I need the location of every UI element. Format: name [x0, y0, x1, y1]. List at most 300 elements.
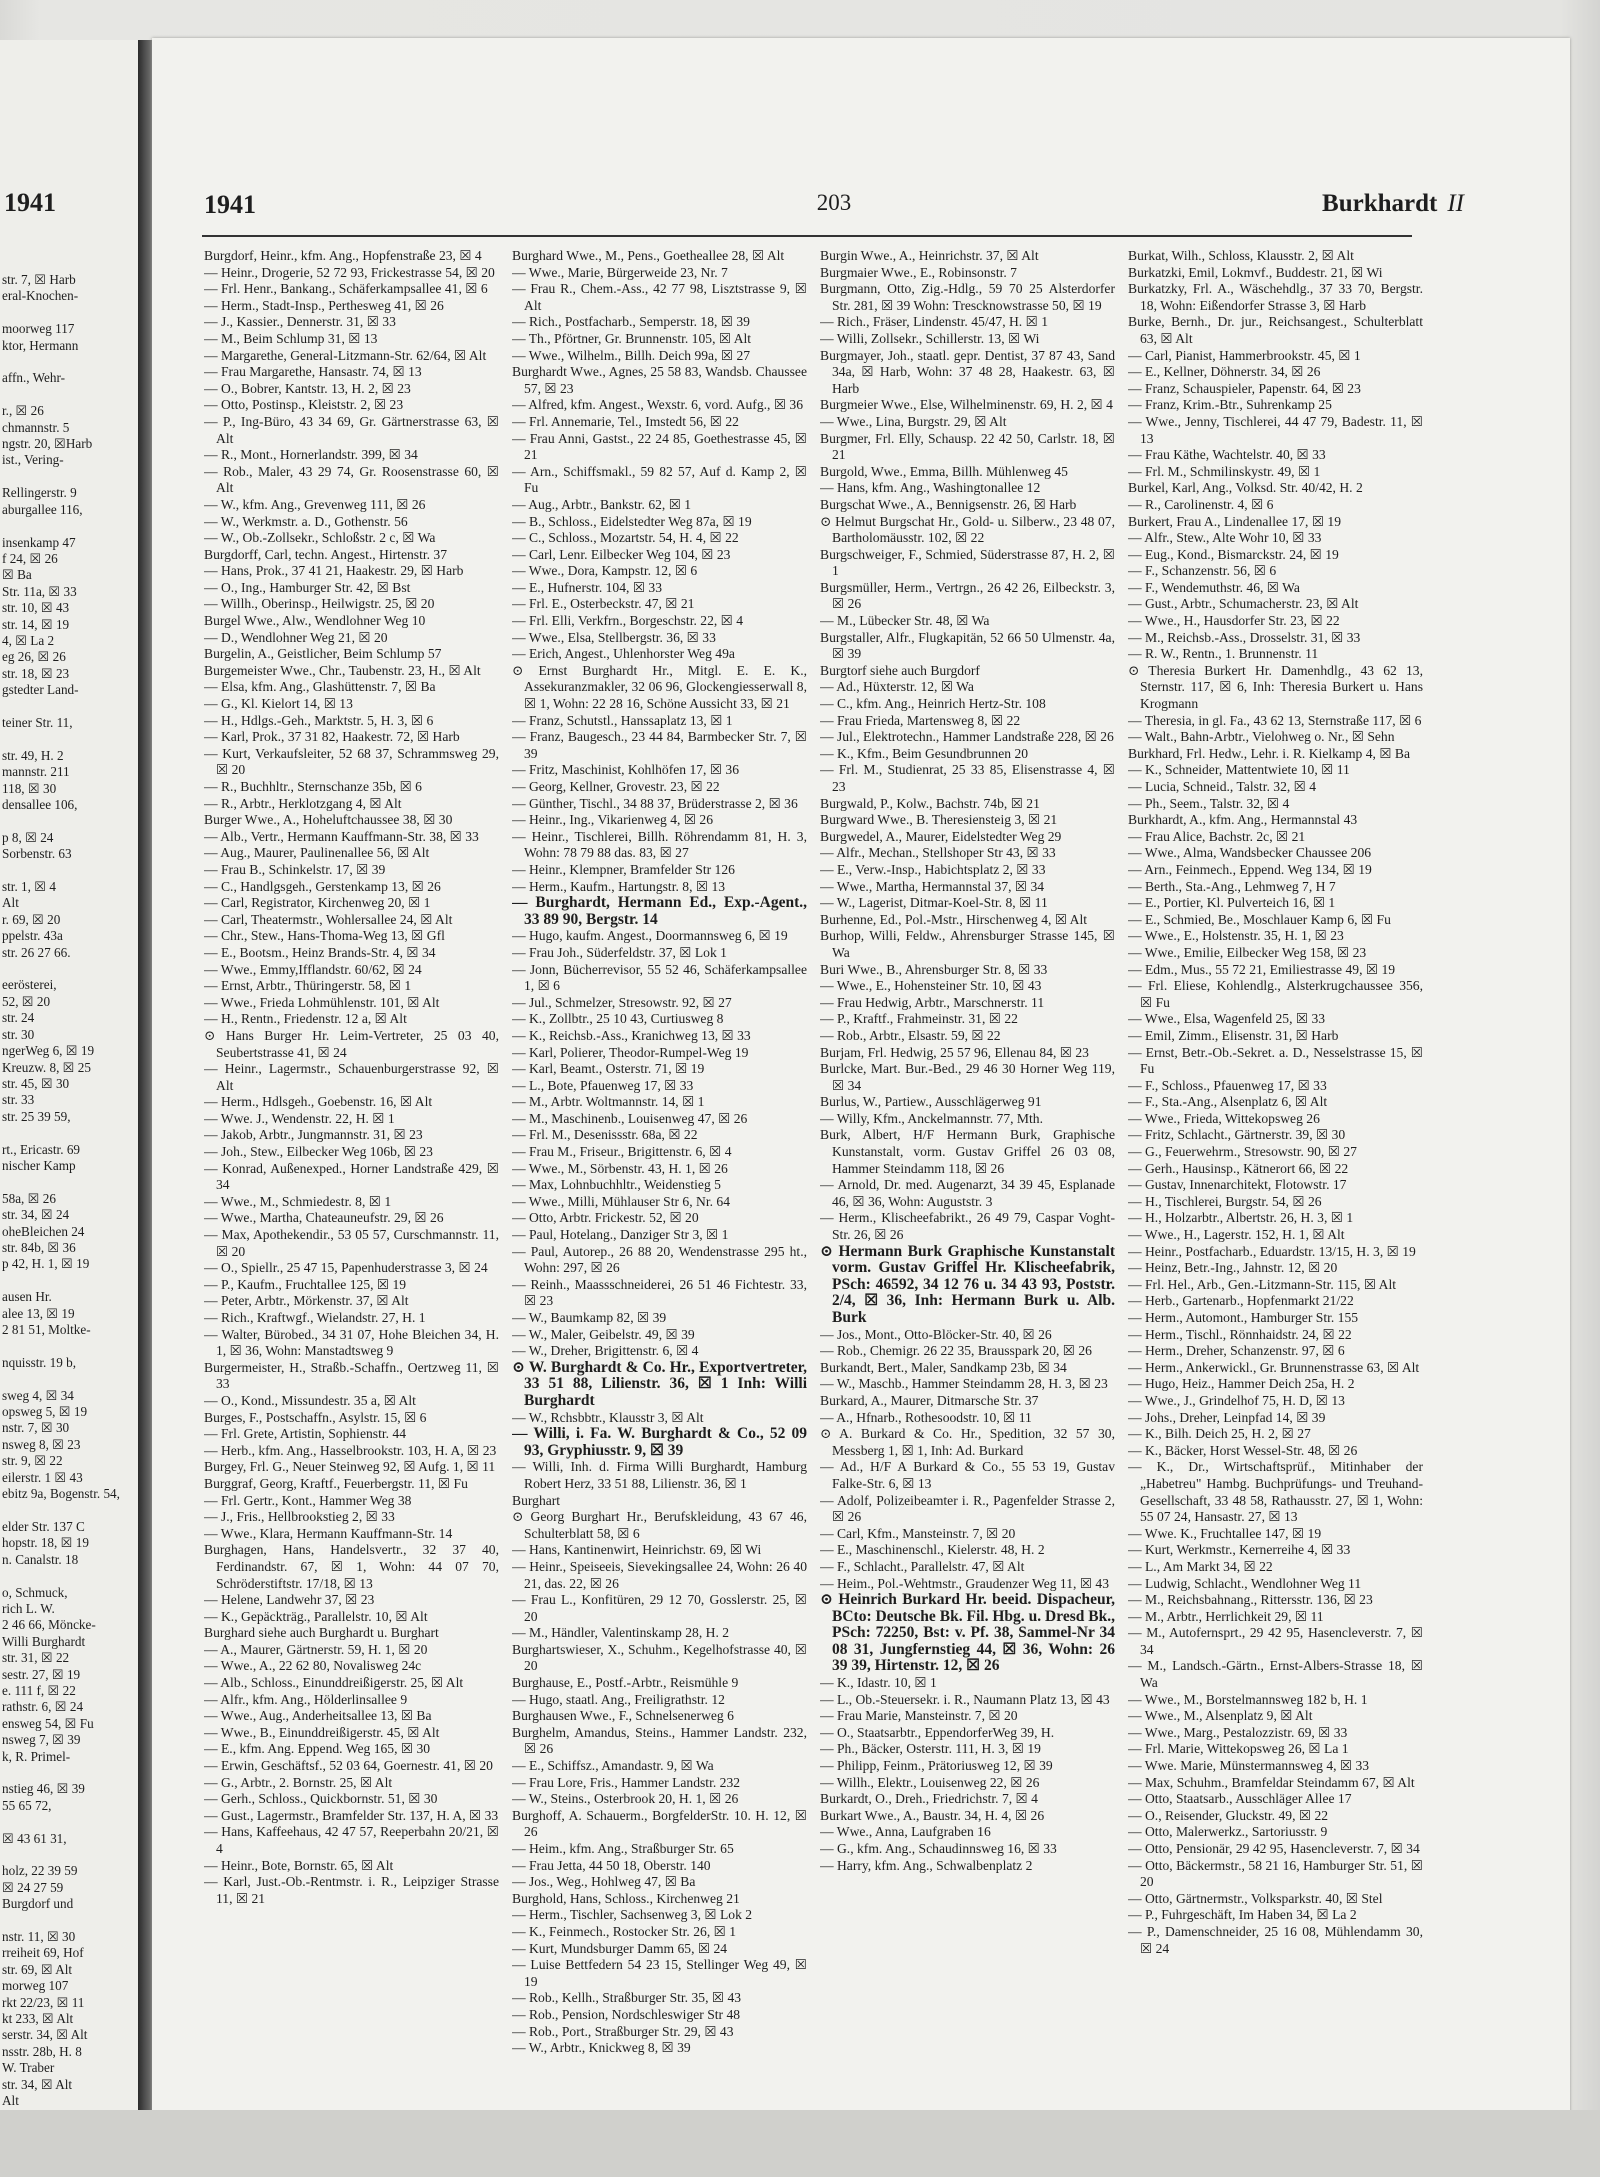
- previous-page-line: chmannstr. 5: [2, 419, 70, 435]
- column-2: [512, 248, 807, 2098]
- previous-page-line: nquisstr. 19 b,: [2, 1354, 77, 1370]
- directory-entry: — Hans, kfm. Ang., Washingtonallee 12: [820, 480, 1041, 496]
- directory-entry: — Walter, Bürobed., 34 31 07, Hohe Bleichen 34, H. 1, ☒ 36, Wohn: Manstadtsweg 9: [204, 1326, 499, 1359]
- directory-entry: — O., Reisender, Gluckstr. 49, ☒ 22: [1128, 1807, 1329, 1823]
- previous-page-line: nischer Kamp: [2, 1157, 76, 1173]
- directory-entry: ⊙ Theresia Burkert Hr. Damenhdlg., 43 62 13, Sternstr. 117, ☒ 6, Inh: Theresia Burkert u. Hans Krogmann: [1128, 662, 1423, 712]
- directory-entry: — Erich, Angest., Uhlenhorster Weg 49a: [512, 646, 735, 662]
- directory-entry: — Heim., kfm. Ang., Straßburger Str. 65: [512, 1841, 734, 1856]
- directory-entry: — Peter, Arbtr., Mörkenstr. 37, ☒ Alt: [204, 1293, 409, 1309]
- directory-entry: — Wwe., Elsa, Stellbergstr. 36, ☒ 33: [512, 629, 716, 645]
- previous-page-line: eilerstr. 1 ☒ 43: [2, 1469, 83, 1485]
- directory-entry: — Fritz, Schlacht., Gärtnerstr. 39, ☒ 30: [1128, 1127, 1346, 1143]
- directory-entry: — Kurt, Mundsburger Damm 65, ☒ 24: [512, 1940, 728, 1956]
- directory-entry: — Frau Käthe, Wachtelstr. 40, ☒ 33: [1128, 447, 1326, 463]
- previous-page-line: nsweg 8, ☒ 23: [2, 1436, 81, 1452]
- directory-entry: — Wwe., Aug., Anderheitsallee 13, ☒ Ba: [204, 1708, 432, 1724]
- previous-page-line: p 42, H. 1, ☒ 19: [2, 1256, 90, 1272]
- directory-entry: — Wwe., Marie, Bürgerweide 23, Nr. 7: [512, 264, 728, 280]
- directory-entry: Burhop, Willi, Feldw., Ahrensburger Strasse 145, ☒ Wa: [820, 928, 1115, 960]
- directory-entry: — K., Zollbtr., 25 10 43, Curtiusweg 8: [512, 1011, 724, 1027]
- directory-entry: — J., Fris., Hellbrookstieg 2, ☒ 33: [204, 1509, 395, 1525]
- directory-entry: — Wwe., Emilie, Eilbecker Weg 158, ☒ 23: [1128, 944, 1367, 960]
- directory-entry: — K., Gepäckträg., Parallelstr. 10, ☒ Alt: [204, 1608, 428, 1624]
- directory-entry: — Alfr., Mechan., Stellshoper Str 43, ☒ 33: [820, 845, 1056, 861]
- directory-entry: — Willh., Elektr., Louisenweg 22, ☒ 26: [820, 1774, 1040, 1790]
- directory-entry: — E., Hufnerstr. 104, ☒ 33: [512, 579, 662, 595]
- previous-page-line: str. 26 27 66.: [2, 944, 71, 960]
- previous-page-line: mannstr. 211: [2, 764, 70, 780]
- directory-entry: — Frl. Grete, Artistin, Sophienstr. 44: [204, 1426, 407, 1442]
- directory-entry: — Hugo, staatl. Ang., Freiligrathstr. 12: [512, 1691, 725, 1707]
- directory-entry: — Gust., Lagermstr., Bramfelder Str. 137, H. A, ☒ 33: [204, 1807, 499, 1823]
- directory-entry: — Herm., Stadt-Insp., Perthesweg 41, ☒ 26: [204, 297, 444, 313]
- directory-entry: — K., Dr., Wirtschaftsprüf., Mitinhaber der „Habetreu" Hambg. Buchprüfungs- und Treuhand-Gesellschaft, 33 48 58, Rathausstr. 27, ☒ 1, Wohn: 55 07 24, Hansastr. 27, ☒ 13: [1128, 1459, 1423, 1525]
- directory-entry: — Hans, Prok., 37 41 21, Haakestr. 29, ☒ Harb: [204, 563, 464, 579]
- directory-entry: Burghard Wwe., M., Pens., Goetheallee 28, ☒ Alt: [512, 248, 785, 263]
- directory-entry: — Frau B., Schinkelstr. 17, ☒ 39: [204, 861, 386, 877]
- directory-entry: — Gerh., Hausinsp., Kätnerort 66, ☒ 22: [1128, 1160, 1349, 1176]
- directory-entry: Burghoff, A. Schauerm., BorgfelderStr. 10. H. 12, ☒ 26: [512, 1807, 807, 1840]
- previous-page-line: rathstr. 6, ☒ 24: [2, 1699, 84, 1715]
- directory-entry: — M., Lübecker Str. 48, ☒ Wa: [820, 613, 990, 629]
- previous-page-line: moorweg 117: [2, 321, 75, 337]
- directory-entry: Burgmer, Frl. Elly, Schausp. 22 42 50, Carlstr. 18, ☒ 21: [820, 430, 1115, 463]
- directory-entry: — Wwe., Dora, Kampstr. 12, ☒ 6: [512, 563, 698, 579]
- directory-entry: — Frl. Henr., Bankang., Schäferkampsallee 41, ☒ 6: [204, 281, 488, 297]
- directory-entry: — G., Kl. Kielort 14, ☒ 13: [204, 696, 353, 712]
- directory-entry: — Wwe., E., Holstenstr. 35, H. 1, ☒ 23: [1128, 928, 1344, 944]
- previous-page-line: [2, 813, 136, 829]
- directory-entry: — M., Arbtr. Woltmannstr. 14, ☒ 1: [512, 1094, 705, 1110]
- directory-entry: — M., Landsch.-Gärtn., Ernst-Albers-Strasse 18, ☒ Wa: [1128, 1658, 1423, 1691]
- directory-entry: — P., Fuhrgeschäft, Im Haben 34, ☒ La 2: [1128, 1907, 1357, 1923]
- previous-page-line: [2, 1913, 136, 1929]
- page-header: [204, 190, 1464, 230]
- directory-entry: — Arn., Feinmech., Eppend. Weg 134, ☒ 19: [1128, 861, 1372, 877]
- directory-entry: — M., Händler, Valentinskamp 28, H. 2: [512, 1625, 730, 1641]
- directory-entry: — Max, Apothekendir., 53 05 57, Curschmannstr. 11, ☒ 20: [204, 1227, 499, 1259]
- directory-entry: — F., Sta.-Ang., Alsenplatz 6, ☒ Alt: [1128, 1094, 1328, 1110]
- directory-entry: — Heinr., Klempner, Bramfelder Str 126: [512, 861, 735, 877]
- directory-entry: — W., Baumkamp 82, ☒ 39: [512, 1310, 667, 1325]
- directory-entry: — Herm., Klischeefabrikt., 26 49 79, Caspar Voght-Str. 26, ☒ 26: [820, 1210, 1115, 1243]
- directory-entry: — Frau M., Friseur., Brigittenstr. 6, ☒ 4: [512, 1144, 732, 1160]
- previous-page-year: 1941: [4, 188, 56, 217]
- directory-entry: — Emil, Zimm., Elisenstr. 31, ☒ Harb: [1128, 1027, 1339, 1043]
- directory-entry: — W., Werkmstr. a. D., Gothenstr. 56: [204, 513, 408, 529]
- directory-entry: Burgdorff, Carl, techn. Angest., Hirtenstr. 37: [204, 546, 448, 562]
- directory-entry: Burgmann, Otto, Zig.-Hdlg., 59 70 25 Alsterdorfer Str. 281, ☒ 39 Wohn: Trescknowstrasse 50, ☒ 19: [820, 281, 1115, 313]
- column-3: [820, 248, 1115, 2098]
- directory-entry: — Franz, Schutstl., Hanssaplatz 13, ☒ 1: [512, 712, 733, 728]
- previous-page-line: Rellingerstr. 9: [2, 485, 77, 501]
- directory-entry: Burkatzki, Emil, Lokmvf., Buddestr. 21, ☒ Wi: [1128, 264, 1383, 280]
- directory-entry: — E., Maschinenschl., Kielerstr. 48, H. 2: [820, 1542, 1045, 1558]
- previous-page-line: nstieg 46, ☒ 39: [2, 1781, 85, 1797]
- directory-entry: — Heinr., Postfacharb., Eduardstr. 13/15, H. 3, ☒ 19: [1128, 1243, 1416, 1259]
- directory-entry: — P., Kaufm., Fruchtallee 125, ☒ 19: [204, 1276, 407, 1292]
- directory-entry: — Heim., Pol.-Wehtmstr., Graudenzer Weg 11, ☒ 43: [820, 1575, 1109, 1591]
- previous-page-line: [2, 1371, 136, 1387]
- directory-entry: — M., Arbtr., Herrlichkeit 29, ☒ 11: [1128, 1608, 1324, 1624]
- previous-page-line: ist., Vering-: [2, 452, 64, 468]
- directory-entry: — Frau Frieda, Martensweg 8, ☒ 22: [820, 712, 1021, 728]
- previous-page-line: str. 30: [2, 1026, 35, 1042]
- previous-page-line: e. 111 f, ☒ 22: [2, 1682, 76, 1698]
- directory-entry: — Max, Schuhm., Bramfeldar Steindamm 67, ☒ Alt: [1128, 1774, 1415, 1790]
- page-number: 203: [816, 190, 852, 215]
- directory-entry: ⊙ Hermann Burk Graphische Kunstanstalt vorm. Gustav Griffel Hr. Klischeefabrik, PSch: 46592, 34 12 76 u. 34 43 93, Poststr. 2/4, ☒ 36, Inh: Hermann Burk u. Alb. Burk: [820, 1242, 1115, 1326]
- previous-page-line: [2, 699, 136, 715]
- previous-page-line: [2, 731, 136, 747]
- directory-entry: — Chr., Stew., Hans-Thoma-Weg 13, ☒ Gfl: [204, 928, 445, 944]
- directory-entry: — Hugo, Heiz., Hammer Deich 25a, H. 2: [1128, 1376, 1355, 1392]
- directory-entry: — Otto, Postinsp., Kleiststr. 2, ☒ 23: [204, 397, 404, 413]
- previous-page-line: 4, ☒ La 2: [2, 632, 55, 648]
- directory-entry: — Hans, Kantinenwirt, Heinrichstr. 69, ☒ Wi: [512, 1542, 762, 1558]
- directory-entry: Burkat, Wilh., Schloss, Klausstr. 2, ☒ Alt: [1128, 248, 1354, 263]
- directory-entry: — W., Arbtr., Knickweg 8, ☒ 39: [512, 2040, 691, 2056]
- directory-entry: — W., Ob.-Zollsekr., Schloßstr. 2 c, ☒ Wa: [204, 530, 436, 546]
- previous-page-line: Willi Burghardt: [2, 1633, 86, 1649]
- directory-entry: — R., Mont., Hornerlandstr. 399, ☒ 34: [204, 447, 418, 463]
- previous-page-line: serstr. 34, ☒ Alt: [2, 2027, 88, 2043]
- directory-entry: — W., kfm. Ang., Grevenweg 111, ☒ 26: [204, 496, 426, 512]
- directory-entry: — Wwe., Elsa, Wagenfeld 25, ☒ 33: [1128, 1011, 1326, 1027]
- previous-page-line: teiner Str. 11,: [2, 714, 73, 730]
- directory-entry: — Jakob, Arbtr., Jungmannstr. 31, ☒ 23: [204, 1127, 423, 1143]
- directory-entry: — Wwe., M., Alsenplatz 9, ☒ Alt: [1128, 1708, 1313, 1724]
- previous-page-line: opsweg 5, ☒ 19: [2, 1404, 88, 1420]
- directory-entry: Burghard siehe auch Burghardt u. Burghart: [204, 1625, 439, 1641]
- directory-entry: — P., Kraftf., Frahmeinstr. 31, ☒ 22: [820, 1011, 1018, 1027]
- column-1: [204, 248, 499, 2098]
- directory-entry: — Alb., Schloss., Einunddreißigerstr. 25, ☒ Alt: [204, 1675, 464, 1691]
- directory-entry: Burgold, Wwe., Emma, Billh. Mühlenweg 45: [820, 463, 1068, 479]
- directory-entry: — Berth., Sta.-Ang., Lehmweg 7, H 7: [1128, 878, 1336, 894]
- directory-entry: — Willh., Oberinsp., Heilwigstr. 25, ☒ 20: [204, 596, 435, 612]
- previous-page-line: hopstr. 18, ☒ 19: [2, 1535, 89, 1551]
- directory-entry: — R. W., Rentn., 1. Brunnenstr. 11: [1128, 646, 1319, 662]
- directory-entry: — Frau Margarethe, Hansastr. 74, ☒ 13: [204, 364, 422, 380]
- directory-entry: — Otto, Malerwerkz., Sartoriusstr. 9: [1128, 1824, 1328, 1840]
- previous-page-line: ensweg 54, ☒ Fu: [2, 1715, 94, 1731]
- directory-entry: — Frl. Gertr., Kont., Hammer Weg 38: [204, 1492, 412, 1508]
- directory-entry: — Wwe., H., Lagerstr. 152, H. 1, ☒ Alt: [1128, 1227, 1345, 1243]
- directory-entry: — Günther, Tischl., 34 88 37, Brüderstrasse 2, ☒ 36: [512, 795, 798, 811]
- previous-page-line: eg 26, ☒ 26: [2, 649, 66, 665]
- previous-page-line: eerösterei,: [2, 977, 57, 993]
- column-4: [1128, 248, 1423, 2098]
- directory-entry: — G., Feuerwehrm., Stresowstr. 90, ☒ 27: [1128, 1144, 1357, 1160]
- directory-entry: ⊙ Heinrich Burkard Hr. beeid. Dispacheur, BCto: Deutsche Bk. Fil. Hbg. u. Dresd Bk., PSch: 72250, Bst: v. Pf. 38, Sammel-Nr 34 08 31, Jungfernstieg 44, ☒ 36, Wohn: 26 39 39, Hirtenstr. 12, ☒ 26: [820, 1591, 1115, 1675]
- directory-entry: — Alb., Vertr., Hermann Kauffmann-Str. 38, ☒ 33: [204, 828, 479, 844]
- directory-entry: — Wwe., H., Hausdorfer Str. 23, ☒ 22: [1128, 613, 1340, 629]
- directory-entry: — Wwe., Marg., Pestalozzistr. 69, ☒ 33: [1128, 1724, 1348, 1740]
- directory-entry: — Aug., Maurer, Paulinenallee 56, ☒ Alt: [204, 845, 430, 861]
- directory-entry: — P., Damenschneider, 25 16 08, Mühlendamm 30, ☒ 24: [1128, 1923, 1423, 1956]
- directory-entry: — Arnold, Dr. med. Augenarzt, 34 39 45, Esplanade 46, ☒ 36, Wohn: Auguststr. 3: [820, 1177, 1115, 1209]
- previous-page-line: alee 13, ☒ 19: [2, 1305, 75, 1321]
- directory-entry: Burgel Wwe., Alw., Wendlohner Weg 10: [204, 613, 426, 629]
- directory-entry: Burghardt Wwe., Agnes, 25 58 83, Wandsb. Chaussee 57, ☒ 23: [512, 364, 807, 396]
- previous-page-line: [2, 961, 136, 977]
- directory-entry: — K., Kfm., Beim Gesundbrunnen 20: [820, 745, 1029, 761]
- previous-page-line: [2, 863, 136, 879]
- previous-page-line: r., ☒ 26: [2, 403, 44, 419]
- previous-page-line: [2, 387, 136, 403]
- previous-page-line: Alt: [2, 895, 19, 911]
- directory-entry: — Aug., Arbtr., Bankstr. 62, ☒ 1: [512, 496, 692, 512]
- header-year: 1941: [204, 190, 256, 219]
- directory-entry: — Theresia, in gl. Fa., 43 62 13, Sternstraße 117, ☒ 6: [1128, 712, 1422, 728]
- previous-page-line: [2, 1568, 136, 1584]
- directory-entry: — Erwin, Geschäftsf., 52 03 64, Goernestr. 41, ☒ 20: [204, 1758, 493, 1774]
- directory-entry: — Wwe., Wilhelm., Billh. Deich 99a, ☒ 27: [512, 347, 751, 363]
- directory-entry: Burghause, E., Postf.-Arbtr., Reismühle 9: [512, 1675, 739, 1691]
- directory-entry: — H., Tischlerei, Burgstr. 54, ☒ 26: [1128, 1193, 1322, 1209]
- directory-entry: — Carl, Registrator, Kirchenweg 20, ☒ 1: [204, 895, 431, 911]
- directory-entry: — Karl, Beamt., Osterstr. 71, ☒ 19: [512, 1061, 705, 1077]
- directory-entry: — Franz, Schauspieler, Papenstr. 64, ☒ 23: [1128, 380, 1361, 396]
- directory-entry: — Paul, Hotelang., Danziger Str 3, ☒ 1: [512, 1227, 729, 1243]
- previous-page-line: [2, 518, 136, 534]
- directory-entry: — Kurt, Werkmstr., Kernerreihe 4, ☒ 33: [1128, 1542, 1351, 1558]
- directory-entry: — Wwe., Frieda, Wittekopsweg 26: [1128, 1110, 1320, 1126]
- previous-page-line: nsstr. 28b, H. 8: [2, 2043, 82, 2059]
- directory-entry: — Ph., Seem., Talstr. 32, ☒ 4: [1128, 795, 1290, 811]
- previous-page-line: Sorbenstr. 63: [2, 846, 72, 862]
- directory-entry: — Wwe., Martha, Chateauneufstr. 29, ☒ 26: [204, 1210, 444, 1226]
- directory-entry: Burhenne, Ed., Pol.-Mstr., Hirschenweg 4, ☒ Alt: [820, 911, 1088, 927]
- directory-entry: — Kurt, Verkaufsleiter, 52 68 37, Schrammsweg 29, ☒ 20: [204, 745, 499, 778]
- previous-page-line: ngstr. 20, ☒Harb: [2, 436, 93, 452]
- directory-entry: — Johs., Dreher, Leinpfad 14, ☒ 39: [1128, 1409, 1326, 1425]
- directory-entry: — F., Schlacht., Parallelstr. 47, ☒ Alt: [820, 1558, 1025, 1574]
- directory-entry: — Heinr., Speiseeis, Sievekingsallee 24, Wohn: 26 40 21, das. 22, ☒ 26: [512, 1558, 807, 1591]
- previous-page-line: 2 46 66, Möncke-: [2, 1617, 96, 1633]
- directory-entry: — Wwe., B., Einunddreißigerstr. 45, ☒ Alt: [204, 1724, 440, 1740]
- directory-entry: — Jul., Schmelzer, Stresowstr. 92, ☒ 27: [512, 994, 732, 1010]
- directory-entry: — Franz, Krim.-Btr., Suhrenkamp 25: [1128, 397, 1332, 413]
- directory-entry: Burghold, Hans, Schloss., Kirchenweg 21: [512, 1890, 740, 1906]
- previous-page-line: 55 65 72,: [2, 1797, 52, 1813]
- directory-entry: Burkard, A., Maurer, Ditmarsche Str. 37: [820, 1392, 1039, 1408]
- previous-page-line: ppelstr. 43a: [2, 928, 63, 944]
- previous-page-line: [2, 354, 136, 370]
- directory-entry: — R., Buchhltr., Sternschanze 35b, ☒ 6: [204, 779, 422, 794]
- previous-page-line: rt., Ericastr. 69: [2, 1141, 81, 1157]
- directory-entry: — Wwe., J., Grindelhof 75, H. D, ☒ 13: [1128, 1392, 1345, 1408]
- directory-entry: — Herm., Tischler, Sachsenweg 3, ☒ Lok 2: [512, 1907, 753, 1923]
- directory-entry: — C., kfm. Ang., Heinrich Hertz-Str. 108: [820, 696, 1046, 712]
- directory-entry: — Reinh., Maassschneiderei, 26 51 46 Fichtestr. 33, ☒ 23: [512, 1276, 807, 1309]
- directory-entry: — Heinr., Drogerie, 52 72 93, Frickestrasse 54, ☒ 20: [204, 264, 495, 280]
- directory-entry: — Frl. M., Desenissstr. 68a, ☒ 22: [512, 1127, 698, 1143]
- previous-page-line: [2, 1814, 136, 1830]
- directory-entry: — W., Steins., Osterbrook 20, H. 1, ☒ 26: [512, 1791, 739, 1807]
- directory-entry: — M., Beim Schlump 31, ☒ 13: [204, 330, 378, 346]
- directory-entry: — Jos., Weg., Hohlweg 47, ☒ Ba: [512, 1874, 696, 1890]
- directory-entry: Burgmeier Wwe., Else, Wilhelminenstr. 69, H. 2, ☒ 4: [820, 397, 1113, 413]
- directory-entry: — E., Schiffsz., Amandastr. 9, ☒ Wa: [512, 1758, 714, 1774]
- directory-entry: Burghartswieser, X., Schuhm., Kegelhofstrasse 40, ☒ 20: [512, 1641, 807, 1674]
- previous-page-line: ktor, Hermann: [2, 337, 79, 353]
- directory-entry: — Paul, Autorep., 26 88 20, Wendenstrasse 295 ht., Wohn: 297, ☒ 26: [512, 1243, 807, 1276]
- previous-page-line: str. 7, ☒ Harb: [2, 272, 76, 287]
- previous-page-line: insenkamp 47: [2, 534, 76, 550]
- directory-entry: — Carl, Kfm., Mansteinstr. 7, ☒ 20: [820, 1525, 1016, 1541]
- previous-page-line: 58a, ☒ 26: [2, 1190, 56, 1206]
- directory-entry: — C., Schloss., Mozartstr. 54, H. 4, ☒ 22: [512, 530, 739, 546]
- directory-entry: Burgdorf, Heinr., kfm. Ang., Hopfenstraße 23, ☒ 4: [204, 248, 482, 263]
- directory-entry: — Karl, Polierer, Theodor-Rumpel-Weg 19: [512, 1044, 749, 1060]
- directory-entry: — Wwe., Emmy,Ifflandstr. 60/62, ☒ 24: [204, 961, 422, 977]
- directory-entry: — Wwe., Lina, Burgstr. 29, ☒ Alt: [820, 413, 1007, 429]
- directory-entry: — Walt., Bahn-Arbtr., Vielohweg o. Nr., ☒ Sehn: [1128, 729, 1395, 745]
- previous-page-line: f 24, ☒ 26: [2, 550, 58, 566]
- directory-entry: Burghelm, Amandus, Steins., Hammer Landstr. 232, ☒ 26: [512, 1724, 807, 1757]
- directory-entry: — E., Bootsm., Heinz Brands-Str. 4, ☒ 34: [204, 944, 436, 960]
- previous-page-line: aburgallee 116,: [2, 501, 83, 517]
- previous-page-line: [2, 1125, 136, 1141]
- directory-entry: — O., Spiellr., 25 47 15, Papenhuderstrasse 3, ☒ 24: [204, 1260, 488, 1276]
- directory-entry: — Adolf, Polizeibeamter i. R., Pagenfelder Strasse 2, ☒ 26: [820, 1492, 1115, 1525]
- previous-page-line: [2, 1273, 136, 1289]
- previous-page-line: oheBleichen 24: [2, 1223, 85, 1239]
- previous-page-line: nstr. 7, ☒ 30: [2, 1420, 70, 1436]
- directory-entry: — Otto, Gärtnermstr., Volksparkstr. 40, ☒ Stel: [1128, 1890, 1383, 1906]
- directory-entry: — M., Reichsb.-Ass., Drosselstr. 31, ☒ 33: [1128, 629, 1361, 645]
- previous-page-line: Alt: [2, 2093, 19, 2109]
- previous-page-line: str. 24: [2, 1010, 35, 1026]
- directory-entry: — Ludwig, Schlacht., Wendlohner Weg 11: [1128, 1575, 1362, 1591]
- directory-entry: ⊙ Ernst Burghardt Hr., Mitgl. E. E. K., Assekuranzmakler, 32 06 96, Glockengiesserwall 8, ☒ 1, Wohn: 22 28 16, Schöne Aussicht 33, ☒ 21: [512, 662, 807, 712]
- running-title-name: Burkhardt: [1322, 190, 1438, 217]
- directory-entry: — Wwe., Anna, Laufgraben 16: [820, 1824, 991, 1840]
- directory-entry: — Heinr., Bote, Bornstr. 65, ☒ Alt: [204, 1857, 394, 1873]
- directory-entry: — G., kfm. Ang., Schaudinnsweg 16, ☒ 33: [820, 1841, 1057, 1856]
- previous-page-line: [2, 469, 136, 485]
- directory-entry: — Harry, kfm. Ang., Schwalbenplatz 2: [820, 1857, 1033, 1873]
- directory-entry: Burgwald, P., Kolw., Bachstr. 74b, ☒ 21: [820, 795, 1040, 811]
- directory-entry: — K., Idastr. 10, ☒ 1: [820, 1675, 937, 1691]
- previous-page-line: W. Traber: [2, 2060, 55, 2076]
- directory-entry: — Heinr., Tischlerei, Billh. Röhrendamm 81, H. 3, Wohn: 78 79 88 das. 83, ☒ 27: [512, 828, 807, 861]
- directory-entry: — M., Reichsbahnang., Rittersstr. 136, ☒ 23: [1128, 1592, 1373, 1608]
- directory-entry: — Wwe., M., Schmiedestr. 8, ☒ 1: [204, 1193, 392, 1209]
- directory-entry: — Karl, Prok., 37 31 82, Haakestr. 72, ☒ Harb: [204, 729, 460, 745]
- directory-entry: Burk, Albert, H/F Hermann Burk, Graphische Kunstanstalt, vorm. Gustav Griffel 26 03 08, Hammer Steindamm 118, ☒ 26: [820, 1127, 1115, 1176]
- directory-entry: — Alfr., Stew., Alte Wohr 10, ☒ 33: [1128, 530, 1322, 546]
- directory-entry: — Frl. E., Osterbeckstr. 47, ☒ 21: [512, 596, 695, 612]
- directory-entry: — Wwe., A., 22 62 80, Novalisweg 24c: [204, 1658, 422, 1674]
- directory-entry: — Frau Joh., Süderfeldstr. 37, ☒ Lok 1: [512, 944, 727, 960]
- directory-entry: — Frau R., Chem.-Ass., 42 77 98, Lisztstrasse 9, ☒ Alt: [512, 281, 807, 313]
- directory-entry: — A., Maurer, Gärtnerstr. 59, H. 1, ☒ 20: [204, 1641, 428, 1657]
- directory-entry: — Ernst, Arbtr., Thüringerstr. 58, ☒ 1: [204, 978, 412, 994]
- directory-entry: Burgstaller, Alfr., Flugkapitän, 52 66 50 Ulmenstr. 4a, ☒ 39: [820, 629, 1115, 662]
- directory-entry: — Ernst, Betr.-Ob.-Sekret. a. D., Nesselstrasse 15, ☒ Fu: [1128, 1044, 1423, 1077]
- directory-entry: — Wwe. K., Fruchtallee 147, ☒ 19: [1128, 1525, 1322, 1541]
- directory-entry: — Rob., Maler, 43 29 74, Gr. Roosenstrasse 60, ☒ Alt: [204, 463, 499, 496]
- directory-entry: Burgward Wwe., B. Theresiensteig 3, ☒ 21: [820, 812, 1058, 828]
- directory-entry: — O., Bobrer, Kantstr. 13, H. 2, ☒ 23: [204, 380, 411, 396]
- directory-entry: — Otto, Arbtr. Frickestr. 52, ☒ 20: [512, 1210, 699, 1226]
- directory-entry: — M., Autofernsprt., 29 42 95, Hasencleverstr. 7, ☒ 34: [1128, 1625, 1423, 1657]
- previous-page-line: [2, 1174, 136, 1190]
- directory-entry: — Hugo, kaufm. Angest., Doormannsweg 6, ☒ 19: [512, 928, 788, 944]
- directory-entry: Burlcke, Mart. Bur.-Bed., 29 46 30 Horner Weg 119, ☒ 34: [820, 1061, 1115, 1093]
- previous-page-line: str. 33: [2, 1092, 35, 1108]
- directory-entry: — Wwe., E., Hohensteiner Str. 10, ☒ 43: [820, 978, 1042, 994]
- directory-entry: — Ad., Hüxterstr. 12, ☒ Wa: [820, 679, 974, 695]
- directory-entry: — Frl. Marie, Wittekopsweg 26, ☒ La 1: [1128, 1741, 1349, 1757]
- previous-page-line: [2, 1765, 136, 1781]
- directory-entry: — Willi, Zollsekr., Schillerstr. 13, ☒ Wi: [820, 330, 1040, 346]
- directory-entry: — Frau Jetta, 44 50 18, Oberstr. 140: [512, 1857, 711, 1873]
- directory-entry: — Hans, Kaffeehaus, 42 47 57, Reeperbahn 20/21, ☒ 4: [204, 1824, 499, 1856]
- directory-entry: — Alfred, kfm. Angest., Wexstr. 6, vord. Aufg., ☒ 36: [512, 397, 804, 413]
- directory-entry: Burgmayer, Joh., staatl. gepr. Dentist, 37 87 43, Sand 34a, ☒ Harb, Wohn: 37 48 28, Haakestr. 63, ☒ Harb: [820, 347, 1115, 396]
- directory-entry: — Rich., Kraftwgf., Wielandstr. 27, H. 1: [204, 1310, 426, 1325]
- volume-number: II: [1447, 190, 1464, 217]
- previous-page-line: p 8, ☒ 24: [2, 829, 54, 845]
- directory-entry: — E., Kellner, Döhnerstr. 34, ☒ 26: [1128, 364, 1321, 380]
- directory-entry: — Herm., Hdlsgeh., Goebenstr. 16, ☒ Alt: [204, 1094, 433, 1110]
- directory-entry: Burgmaier Wwe., E., Robinsonstr. 7: [820, 264, 1017, 280]
- directory-entry: — Frl. Eliese, Kohlendlg., Alsterkrugchaussee 356, ☒ Fu: [1128, 978, 1423, 1010]
- previous-page-line: eral-Knochen-: [2, 288, 79, 304]
- directory-entry: Buri Wwe., B., Ahrensburger Str. 8, ☒ 33: [820, 961, 1048, 977]
- directory-entry: — Wwe., M., Borstelmannsweg 182 b, H. 1: [1128, 1691, 1368, 1707]
- previous-page-line: 52, ☒ 20: [2, 993, 51, 1009]
- directory-entry: — L., Ob.-Steuersekr. i. R., Naumann Platz 13, ☒ 43: [820, 1691, 1110, 1707]
- previous-page-line: ausen Hr.: [2, 1289, 52, 1305]
- previous-page-line: str. 34, ☒ Alt: [2, 2076, 73, 2092]
- previous-page-line: sestr. 27, ☒ 19: [2, 1666, 81, 1682]
- directory-entry: — W., Rchsbbtr., Klausstr 3, ☒ Alt: [512, 1409, 704, 1425]
- previous-page-line: sweg 4, ☒ 34: [2, 1387, 74, 1403]
- directory-entry: — Georg, Kellner, Grovestr. 23, ☒ 22: [512, 779, 720, 794]
- running-title: [1322, 190, 1464, 218]
- directory-entry: Burke, Bernh., Dr. jur., Reichsangest., Schulterblatt 63, ☒ Alt: [1128, 314, 1423, 346]
- directory-entry: — K., Schneider, Mattentwiete 10, ☒ 11: [1128, 762, 1350, 778]
- directory-entry: — Frl. Hel., Arb., Gen.-Litzmann-Str. 115, ☒ Alt: [1128, 1276, 1397, 1292]
- directory-entry: — H., Hdlgs.-Geh., Marktstr. 5, H. 3, ☒ 6: [204, 712, 434, 728]
- directory-entry: — R., Carolinenstr. 4, ☒ 6: [1128, 496, 1274, 512]
- directory-entry: — C., Handlgsgeh., Gerstenkamp 13, ☒ 26: [204, 878, 441, 894]
- directory-entry: — Willi, Inh. d. Firma Willi Burghardt, Hamburg Robert Herz, 33 51 88, Lilienstr. 36, ☒ 1: [512, 1459, 807, 1491]
- directory-entry: — Otto, Staatsarb., Ausschläger Allee 17: [1128, 1791, 1352, 1807]
- directory-entry: — Frau Lore, Fris., Hammer Landstr. 232: [512, 1774, 741, 1790]
- directory-entry: — Gerh., Schloss., Quickbornstr. 51, ☒ 30: [204, 1791, 438, 1807]
- directory-entry: — Ad., H/F A Burkard & Co., 55 53 19, Gustav Falke-Str. 6, ☒ 13: [820, 1459, 1115, 1491]
- directory-entry: — Wwe., Milli, Mühlauser Str 6, Nr. 64: [512, 1193, 730, 1209]
- directory-entry: — J., Kassier., Dennerstr. 31, ☒ 33: [204, 314, 396, 330]
- directory-entry: — O., Ing., Hamburger Str. 42, ☒ Bst: [204, 579, 411, 595]
- directory-entry: — E., Verw.-Insp., Habichtsplatz 2, ☒ 33: [820, 861, 1046, 877]
- directory-entry: — W., Maschb., Hammer Steindamm 28, H. 3, ☒ 23: [820, 1376, 1108, 1392]
- directory-entry: Burgsmüller, Herm., Vertrgn., 26 42 26, Eilbeckstr. 3, ☒ 26: [820, 579, 1115, 612]
- directory-entry: Burghausen Wwe., F., Schnelsenerweg 6: [512, 1708, 734, 1724]
- previous-page-line: str. 18, ☒ 23: [2, 665, 70, 681]
- directory-entry: — Frl. Elli, Verkfrn., Borgeschstr. 22, ☒ 4: [512, 613, 744, 629]
- directory-entry: — Helene, Landwehr 37, ☒ 23: [204, 1592, 375, 1608]
- directory-entry: — Jonn, Bücherrevisor, 55 52 46, Schäferkampsallee 1, ☒ 6: [512, 961, 807, 994]
- directory-entry: — E., kfm. Ang. Eppend. Weg 165, ☒ 30: [204, 1741, 431, 1757]
